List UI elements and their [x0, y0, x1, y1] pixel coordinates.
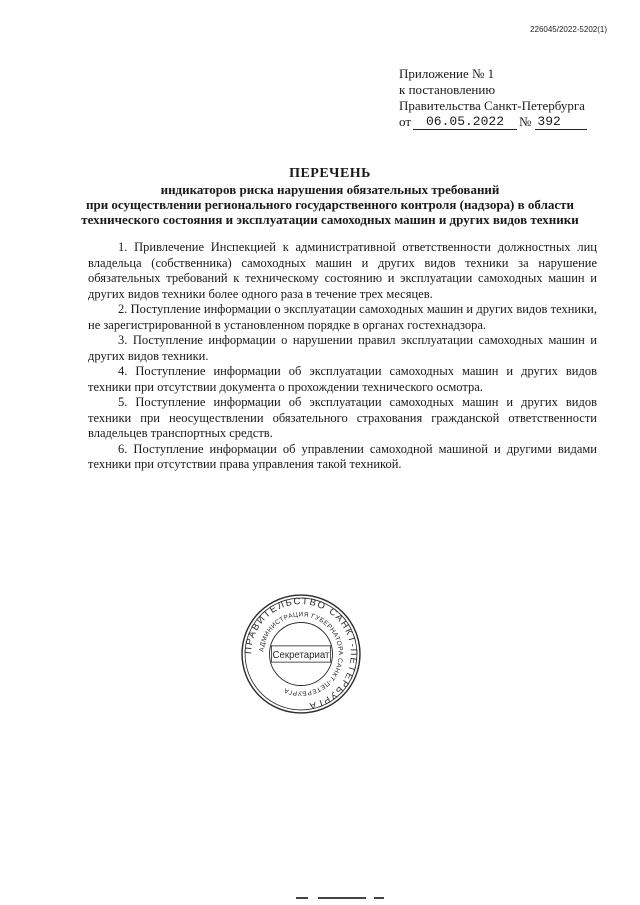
title-subtitle-line-2: при осуществлении регионального государственного контроля (надзора) в области	[85, 197, 575, 212]
number-prefix: №	[519, 114, 532, 129]
list-item-4: 4. Поступление информации об эксплуатации самоходных машин и других видов техники при отсутствии документа о прохождении технического осмотра.	[88, 364, 597, 394]
official-seal-stamp	[240, 593, 362, 715]
appendix-reference: к постановлению	[399, 82, 496, 97]
seal-inner-text: АДМИНИСТРАЦИЯ ГУБЕРНАТОРА САНКТ-ПЕТЕРБУРГА	[258, 611, 344, 697]
decree-number: 392	[535, 115, 587, 130]
list-item-3: 3. Поступление информации о нарушении правил эксплуатации самоходных машин и других видов техники.	[88, 333, 597, 363]
scan-mark	[374, 897, 384, 899]
title-subtitle-line-1: индикаторов риска нарушения обязательных требований	[160, 182, 500, 197]
appendix-issuer: Правительства Санкт-Петербурга	[399, 98, 585, 113]
list-item-2: 2. Поступление информации о эксплуатации самоходных машин и других видов техники, не зарегистрированной в установленном порядке в органах гостехнадзора.	[88, 302, 597, 332]
list-item-6: 6. Поступление информации об управлении самоходной машиной и другими видами техники при отсутствии права управления такой техникой.	[88, 441, 597, 471]
scan-mark	[296, 897, 308, 899]
document-registration-number: 226045/2022-5202(1)	[530, 25, 607, 34]
title-subtitle-line-3: технического состояния и эксплуатации самоходных машин и других видов техники	[81, 212, 579, 227]
date-prefix: от	[399, 114, 412, 129]
decree-date: 06.05.2022	[413, 115, 517, 130]
title-heading: ПЕРЕЧЕНЬ	[289, 166, 371, 181]
list-item-5: 5. Поступление информации об эксплуатации самоходных машин и других видов техники при неосуществлении обязательного страхования гражданской ответственности владельцев транспортных средств.	[88, 395, 597, 440]
seal-outer-text: ПРАВИТЕЛЬСТВО САНКТ-ПЕТЕРБУРГА	[243, 596, 359, 712]
appendix-date-line	[399, 114, 619, 130]
scan-mark	[318, 897, 366, 899]
list-item-1: 1. Привлечение Инспекцией к административной ответственности должностных лиц владельца (собственника) самоходных машин и других видов техники за нарушение обязательных требований к техническому состоянию и эксплуатации самоходных машин и других видов техники более одного раза в течение трех месяцев.	[88, 240, 597, 301]
appendix-block	[399, 66, 619, 130]
seal-center-text: Секретариат	[272, 650, 330, 662]
appendix-title: Приложение № 1	[399, 66, 495, 81]
indicator-list	[88, 240, 597, 473]
scan-bottom-marks	[0, 894, 640, 902]
document-title	[60, 166, 600, 227]
